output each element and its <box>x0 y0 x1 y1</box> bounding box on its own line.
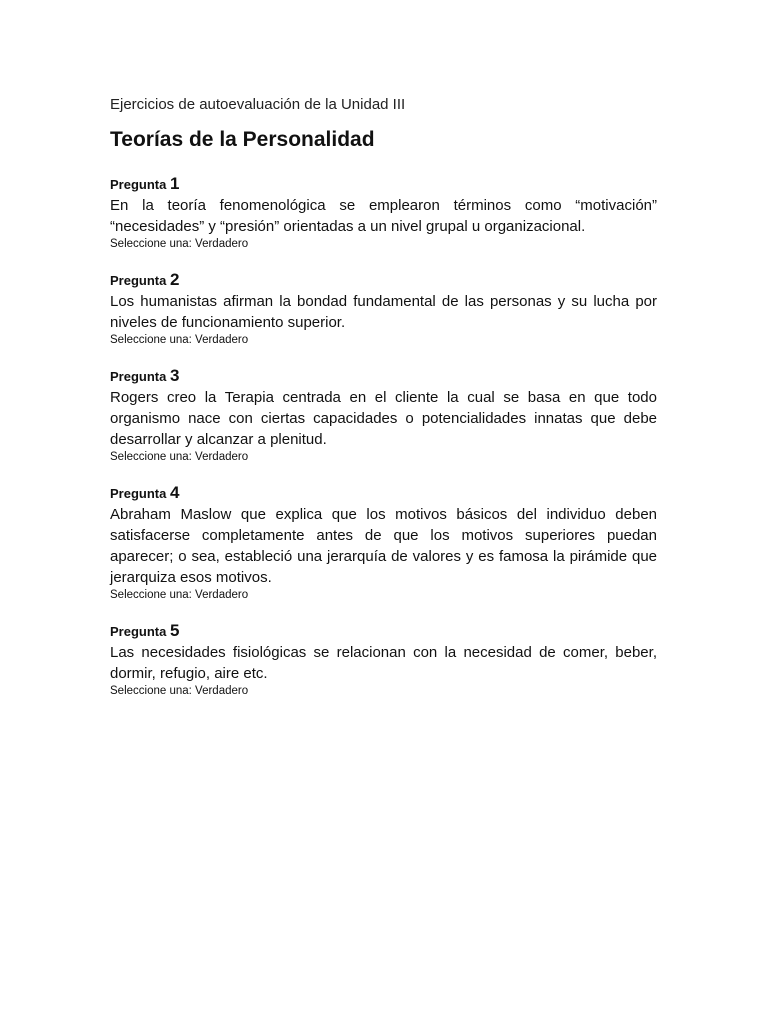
question-header <box>110 174 657 195</box>
question-3 <box>110 366 657 465</box>
question-1 <box>110 174 657 252</box>
question-number: 1 <box>169 174 180 193</box>
document-page <box>110 96 657 717</box>
question-list <box>110 174 657 699</box>
question-answer: Seleccione una: Verdadero <box>110 685 249 697</box>
question-answer: Seleccione una: Verdadero <box>110 334 249 346</box>
question-text: En la teoría fenomenológica se emplearon términos como “motivación” “necesidades” y “presión” orientadas a un nivel grupal u organizacional. <box>110 197 657 235</box>
question-number: 3 <box>169 366 180 385</box>
question-label: Pregunta <box>110 624 167 639</box>
question-text: Abraham Maslow que explica que los motivos básicos del individuo deben satisfacerse completamente antes de que los motivos superiores puedan aparecer; o sea, estableció una jerarquía de valores y es famosa la pirámide que jerarquiza esos motivos. <box>110 506 657 586</box>
question-text: Los humanistas afirman la bondad fundamental de las personas y su lucha por niveles de funcionamiento superior. <box>110 293 657 331</box>
question-label: Pregunta <box>110 273 167 288</box>
question-number: 5 <box>169 621 180 640</box>
question-number: 4 <box>169 483 180 502</box>
question-number: 2 <box>169 270 180 289</box>
question-label: Pregunta <box>110 369 167 384</box>
question-answer: Seleccione una: Verdadero <box>110 589 249 601</box>
question-header <box>110 483 657 504</box>
question-header <box>110 366 657 387</box>
question-header <box>110 621 657 642</box>
question-5 <box>110 621 657 699</box>
question-text: Rogers creo la Terapia centrada en el cliente la cual se basa en que todo organismo nace con ciertas capacidades o potencialidades innatas que debe desarrollar y alcanzar a plenitud. <box>110 389 657 448</box>
question-text: Las necesidades fisiológicas se relacionan con la necesidad de comer, beber, dormir, refugio, aire etc. <box>110 644 657 682</box>
question-label: Pregunta <box>110 177 167 192</box>
question-label: Pregunta <box>110 486 167 501</box>
question-4 <box>110 483 657 603</box>
document-title: Teorías de la Personalidad <box>110 128 375 151</box>
document-subtitle: Ejercicios de autoevaluación de la Unidad III <box>110 96 406 113</box>
question-2 <box>110 270 657 348</box>
question-header <box>110 270 657 291</box>
question-answer: Seleccione una: Verdadero <box>110 451 249 463</box>
question-answer: Seleccione una: Verdadero <box>110 238 249 250</box>
